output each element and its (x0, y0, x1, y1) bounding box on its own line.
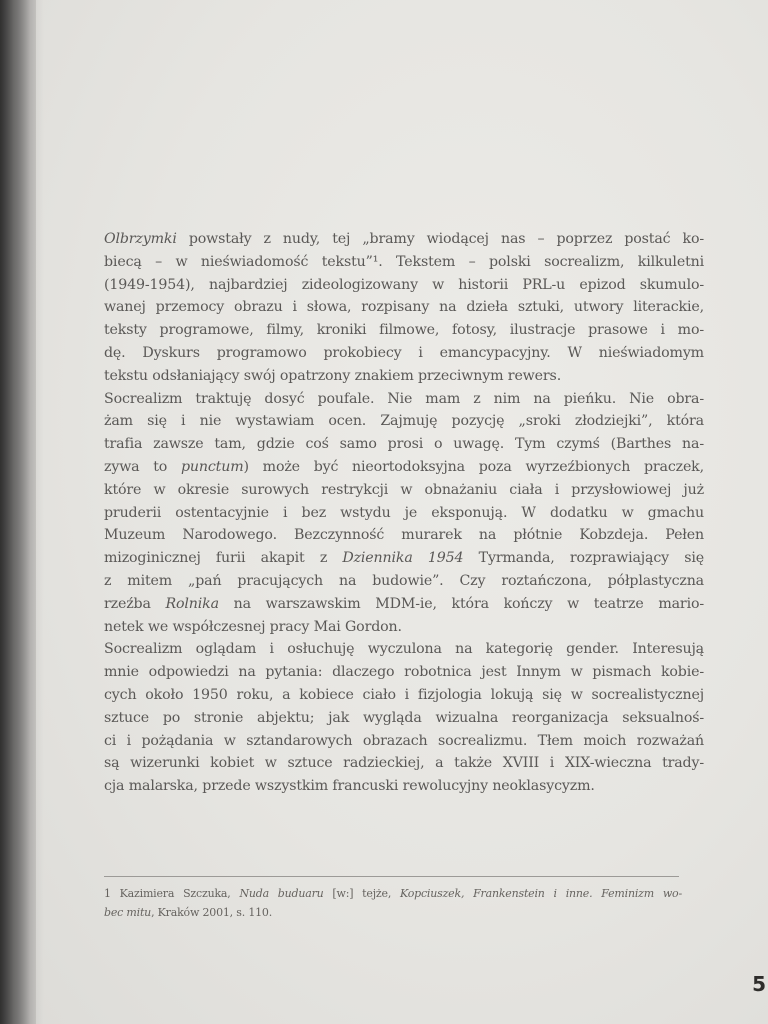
footnote-divider (104, 876, 679, 877)
text-run: żam się i nie wystawiam ocen. Zajmuję pozycję „sroki złodziejki”, która (104, 413, 704, 430)
text-run: tekstu odsłaniający swój opatrzony znakiem przeciwnym rewers. (104, 367, 562, 384)
text-line (104, 547, 704, 570)
body-text (104, 228, 704, 798)
text-line (104, 456, 704, 479)
text-run: biecą – w nieświadomość tekstu”¹. Tekstem – polski socrealizm, kilkuletni (104, 253, 704, 270)
text-run: na warszawskim MDM-ie, która kończy w teatrze mario- (218, 595, 704, 612)
text-run: cja malarska, przede wszystkim francuski rewolucyjny neoklasycyzm. (104, 778, 595, 795)
text-line (104, 524, 704, 547)
text-run: pruderii ostentacyjnie i bez wstydu je eksponują. W dodatku w gmachu (104, 504, 704, 521)
text-run: cych około 1950 roku, a kobiece ciało i fizjologia lokują się w socrealistycznej (104, 686, 704, 703)
text-run: z mitem „pań pracujących na budowie”. Czy roztańczona, półplastyczna (104, 572, 704, 589)
text-run: ) może być nieortodoksyjna poza wyrzeźbionych praczek, (243, 458, 704, 475)
italic-text: Rolnika (165, 595, 219, 612)
text-line (104, 365, 704, 388)
text-run: Socrealizm oglądam i osłuchuję wyczulona na kategorię gender. Interesują (104, 641, 704, 658)
italic-text: bec mitu (104, 906, 152, 919)
text-run: powstały z nudy, tej „bramy wiodącej nas – poprzez postać ko- (176, 231, 704, 247)
italic-text: Dziennika 1954 (342, 550, 464, 567)
italic-text: punctum (180, 458, 244, 475)
text-line (104, 433, 704, 456)
text-line (104, 638, 704, 661)
text-run: 1 Kazimiera Szczuka, (104, 887, 240, 900)
text-run: Socrealizm traktuję dosyć poufale. Nie mam z nim na pieńku. Nie obra- (104, 390, 704, 407)
text-run: dę. Dyskurs programowo prokobiecy i emancypacyjny. W nieświadomym (104, 344, 704, 361)
italic-text: Kopciuszek, Frankenstein i inne. Feminizm wo- (399, 887, 682, 900)
text-line (104, 707, 704, 730)
text-line (104, 752, 704, 775)
text-line (104, 388, 704, 411)
text-line (104, 616, 704, 639)
text-run: Muzeum Narodowego. Bezczynność murarek na płótnie Kobzdeja. Pełen (104, 527, 704, 544)
text-line (104, 593, 704, 616)
footnote-line (104, 884, 682, 903)
footnote (104, 884, 682, 922)
text-line (104, 410, 704, 433)
text-line (104, 228, 704, 251)
text-run: Tyrmanda, rozprawiający się (463, 550, 705, 567)
text-run: są wizerunki kobiet w sztuce radzieckiej, a także XVIII i XIX-wieczna trady- (104, 755, 704, 772)
text-line (104, 274, 704, 297)
text-line (104, 479, 704, 502)
text-run: , Kraków 2001, s. 110. (151, 906, 273, 919)
book-page (36, 0, 768, 1024)
text-line (104, 570, 704, 593)
text-line (104, 502, 704, 525)
italic-text: Nuda buduaru (239, 887, 324, 900)
text-run: trafia zawsze tam, gdzie coś samo prosi o uwagę. Tym czymś (Barthes na- (104, 436, 704, 453)
text-run: rzeźba (104, 595, 166, 612)
text-run: sztuce po stronie abjektu; jak wygląda wizualna reorganizacja seksualnoś- (104, 709, 704, 726)
text-line (104, 661, 704, 684)
italic-text: Olbrzymki (104, 231, 177, 247)
text-line (104, 730, 704, 753)
text-run: teksty programowe, filmy, kroniki filmowe, fotosy, ilustracje prasowe i mo- (104, 322, 704, 339)
text-run: ci i pożądania w sztandarowych obrazach socrealizmu. Tłem moich rozważań (104, 732, 704, 749)
text-line (104, 684, 704, 707)
text-line (104, 342, 704, 365)
text-line (104, 775, 704, 798)
text-line (104, 319, 704, 342)
text-line (104, 251, 704, 274)
text-run: (1949-1954), najbardziej zideologizowany w historii PRL-u epizod skumulo- (104, 276, 704, 293)
text-run: netek we współczesnej pracy Mai Gordon. (104, 618, 402, 635)
text-line (104, 296, 704, 319)
book-spine-shadow (0, 0, 44, 1024)
text-run: mizoginicznej furii akapit z (104, 550, 343, 567)
text-run: które w okresie surowych restrykcji w obnażaniu ciała i przysłowiowej już (104, 481, 704, 498)
text-run: [w:] tejże, (323, 887, 400, 900)
text-run: mnie odpowiedzi na pytania: dlaczego robotnica jest Innym w pismach kobie- (104, 664, 704, 681)
page-number: 5 (752, 972, 766, 996)
footnote-line (104, 903, 682, 922)
text-run: zywa to (104, 458, 181, 475)
text-run: wanej przemocy obrazu i słowa, rozpisany na dzieła sztuki, utwory literackie, (104, 299, 704, 316)
